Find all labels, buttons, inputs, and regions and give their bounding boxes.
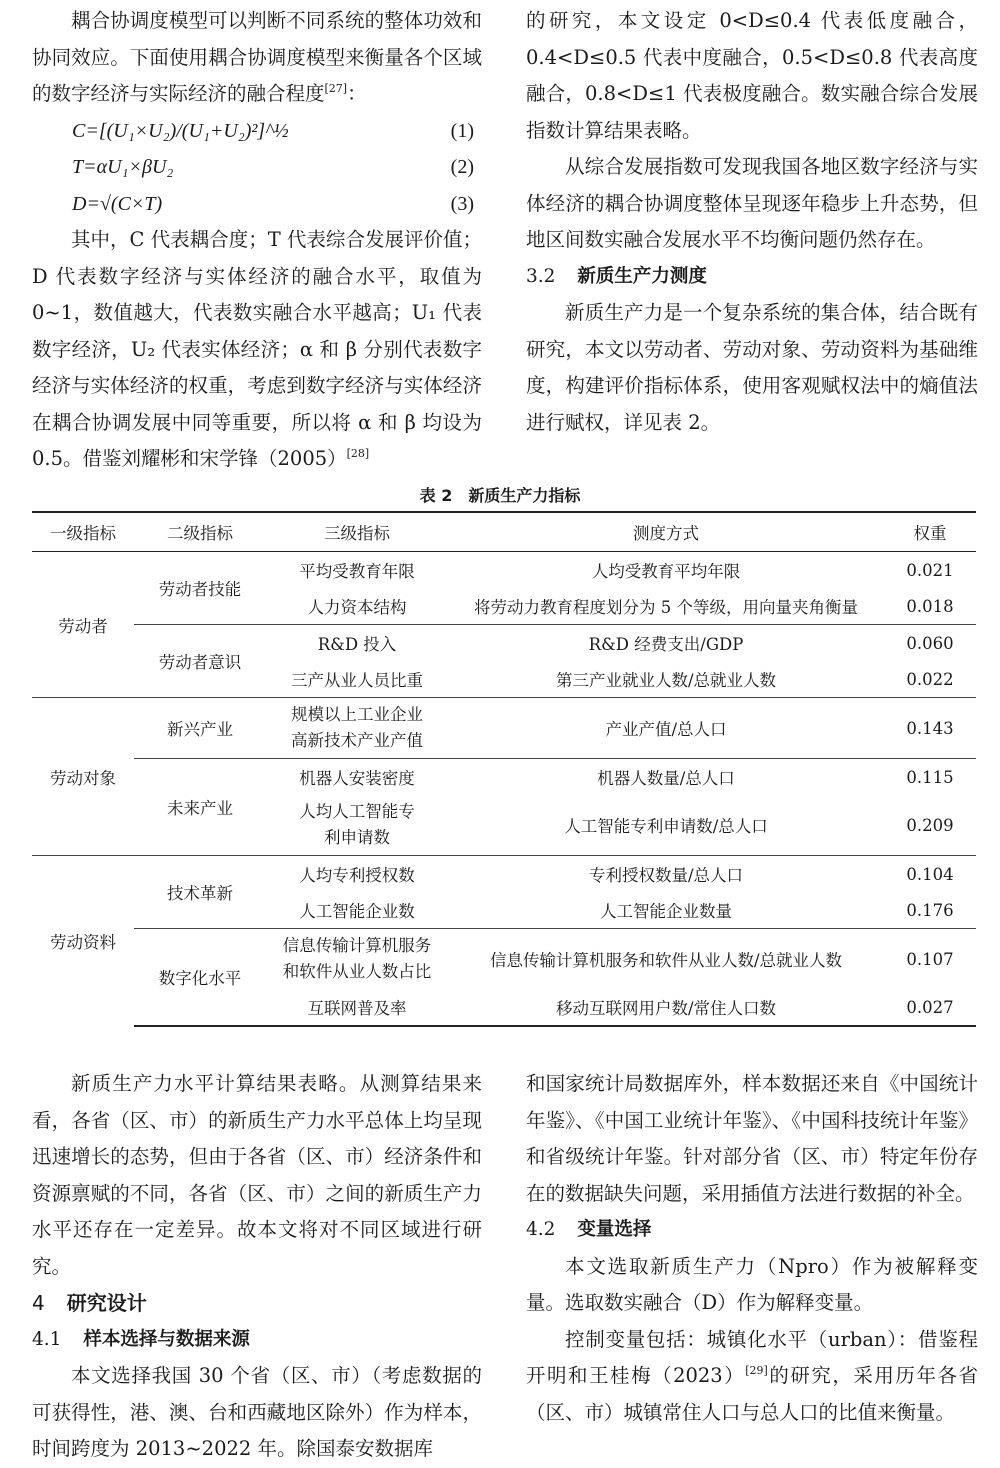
table-caption: 表 2 新质生产力指标 (419, 486, 581, 505)
equation-3: D=√(C×T) (3) (72, 192, 474, 215)
weight-cell: 0.022 (906, 669, 954, 689)
weight-cell: 0.115 (884, 759, 976, 796)
header-weight: 权重 (884, 512, 976, 552)
bottom-right-column (526, 1066, 978, 1431)
table-row (32, 698, 976, 759)
header-measure: 测度方式 (448, 512, 884, 552)
section-heading-4: 4 研究设计 (32, 1291, 147, 1315)
productivity-result-paragraph: 新质生产力水平计算结果表略。从测算结果来看，各省（区、市）的新质生产力水平总体上均呈现迅速增长的态势，但由于各省（区、市）经济条件和资源禀赋的不同，各省（区、市）之间的新质生产力水平还存在一定差异。故本文将对不同区域进行研究。 (32, 1072, 482, 1278)
control-variable-paragraph: 控制变量包括：城镇化水平（urban）：借鉴程开明和王桂梅（2023）[29]的研究，采用历年各省（区、市）城镇常住人口与总人口的比值来衡量。 (526, 1327, 978, 1424)
level2-cell: 技术革新 (134, 856, 266, 929)
level3-cell: R&D 投入 (266, 625, 448, 662)
index-trend-paragraph: 从综合发展指数可发现我国各地区数字经济与实体经济的耦合协调度整体呈现逐年稳步上升态势，但地区间数实融合发展水平不均衡问题仍然存在。 (526, 155, 978, 251)
table-row (32, 625, 976, 662)
indicator-table (32, 511, 976, 1027)
level3-cell: 规模以上工业企业高新技术产业产值 (266, 698, 448, 759)
section-heading-3-2: 3.2 新质生产力测度 (526, 265, 707, 287)
table-row (32, 856, 976, 893)
level2-cell: 劳动者技能 (158, 580, 242, 599)
equation-2: T=αU₁×βU₂ (2) (72, 156, 474, 178)
level3-cell: 平均受教育年限 (299, 562, 415, 581)
level2-cell: 劳动者意识 (134, 625, 266, 698)
fusion-level-paragraph: 的研究，本文设定 0<D≤0.4 代表低度融合，0.4<D≤0.5 代表中度融合，0.5<D≤0.8 代表高度融合，0.8<D≤1 代表极度融合。数实融合综合发展指数计算结果表略。 (526, 9, 978, 142)
section-heading-4-1: 4.1 样本选择与数据来源 (32, 1328, 250, 1350)
weight-cell: 0.176 (906, 900, 954, 920)
measure-cell: 将劳动力教育程度划分为 5 个等级，用向量夹角衡量 (474, 598, 858, 617)
measure-cell: 人工智能企业数量 (600, 902, 732, 921)
header-level2: 二级指标 (134, 512, 266, 552)
level3-cell: 信息传输计算机服务和软件从业人数占比 (266, 929, 448, 990)
weight-cell: 0.018 (906, 596, 954, 616)
level1-cell: 劳动者 (58, 616, 108, 636)
level2-cell: 未来产业 (134, 759, 266, 856)
header-level3: 三级指标 (266, 512, 448, 552)
level3-cell: 三产从业人员比重 (291, 671, 423, 690)
sample-paragraph: 本文选择我国 30 个省（区、市）（考虑数据的可获得性，港、澳、台和西藏地区除外）作为样本，时间跨度为 2013~2022 年。除国泰安数据库 (32, 1364, 482, 1460)
equation-1: C=[(U₁×U₂)/(U₁+U₂)²]^½ (1) (72, 119, 474, 142)
table-row (32, 552, 976, 589)
variable-definition-paragraph: 其中，C 代表耦合度；T 代表综合发展评价值；D 代表数字经济与实体经济的融合水平，取值为 0~1，数值越大，代表数实融合水平越高；U₁ 代表数字经济，U₂ 代表实体经济；α 和 β 分别代表数字经济与实体经济的权重，考虑到数字经济与实体经济在耦合协调发展中同等重要，所以将 α 和 β 均设为 0.5。借鉴刘耀彬和宋学锋（2005）[28] (32, 228, 482, 470)
table-header-row (32, 512, 976, 552)
weight-cell: 0.143 (884, 698, 976, 759)
bottom-left-column (32, 1066, 482, 1468)
measure-cell: R&D 经费支出/GDP (448, 625, 884, 662)
level3-cell: 人力资本结构 (307, 598, 407, 617)
weight-cell: 0.209 (906, 815, 954, 835)
level3-cell: 人均专利授权数 (266, 856, 448, 893)
table-row (32, 759, 976, 796)
measure-cell: 第三产业就业人数/总就业人数 (555, 671, 777, 690)
variable-selection-paragraph: 本文选取新质生产力（Npro）作为被解释变量。选取数实融合（D）作为解释变量。 (526, 1254, 978, 1314)
level1-cell: 劳动对象 (32, 698, 134, 856)
measure-cell: 产业产值/总人口 (448, 698, 884, 759)
measure-cell: 专利授权数量/总人口 (448, 856, 884, 893)
coupling-paragraph: 耦合协调度模型可以判断不同系统的整体功效和协同效应。下面使用耦合协调度模型来衡量各个区域的数字经济与实际经济的融合程度[27]： (32, 9, 482, 105)
level3-cell: 人均人工智能专利申请数 (299, 802, 415, 847)
weight-cell: 0.021 (906, 560, 954, 580)
header-level1: 一级指标 (32, 512, 134, 552)
level3-cell: 人工智能企业数 (299, 902, 415, 921)
weight-cell: 0.060 (884, 625, 976, 662)
productivity-measure-paragraph: 新质生产力是一个复杂系统的集合体，结合既有研究，本文以劳动者、劳动对象、劳动资料为基础维度，构建评价指标体系，使用客观赋权法中的熵值法进行赋权，详见表 2。 (526, 301, 978, 434)
measure-cell: 人均受教育平均年限 (591, 562, 741, 581)
section-heading-4-2: 4.2 变量选择 (526, 1219, 652, 1240)
weight-cell: 0.107 (884, 929, 976, 990)
weight-cell: 0.027 (884, 989, 976, 1026)
top-left-column (32, 3, 482, 478)
level3-cell: 互联网普及率 (266, 989, 448, 1026)
data-source-paragraph: 和国家统计局数据库外，样本数据还来自《中国统计年鉴》、《中国工业统计年鉴》、《中国科技统计年鉴》和省级统计年鉴。针对部分省（区、市）特定年份存在的数据缺失问题，采用插值方法进行数据的补全。 (526, 1072, 978, 1205)
measure-cell: 移动互联网用户数/常住人口数 (448, 989, 884, 1026)
level2-cell: 数字化水平 (134, 929, 266, 1027)
table-row (32, 929, 976, 990)
measure-cell: 人工智能专利申请数/总人口 (564, 817, 768, 836)
measure-cell: 机器人数量/总人口 (448, 759, 884, 796)
top-right-column (526, 3, 978, 441)
weight-cell: 0.104 (884, 856, 976, 893)
level3-cell: 机器人安装密度 (266, 759, 448, 796)
level2-cell: 新兴产业 (134, 698, 266, 759)
measure-cell: 信息传输计算机服务和软件从业人数/总就业人数 (448, 929, 884, 990)
level1-cell: 劳动资料 (32, 856, 134, 1027)
